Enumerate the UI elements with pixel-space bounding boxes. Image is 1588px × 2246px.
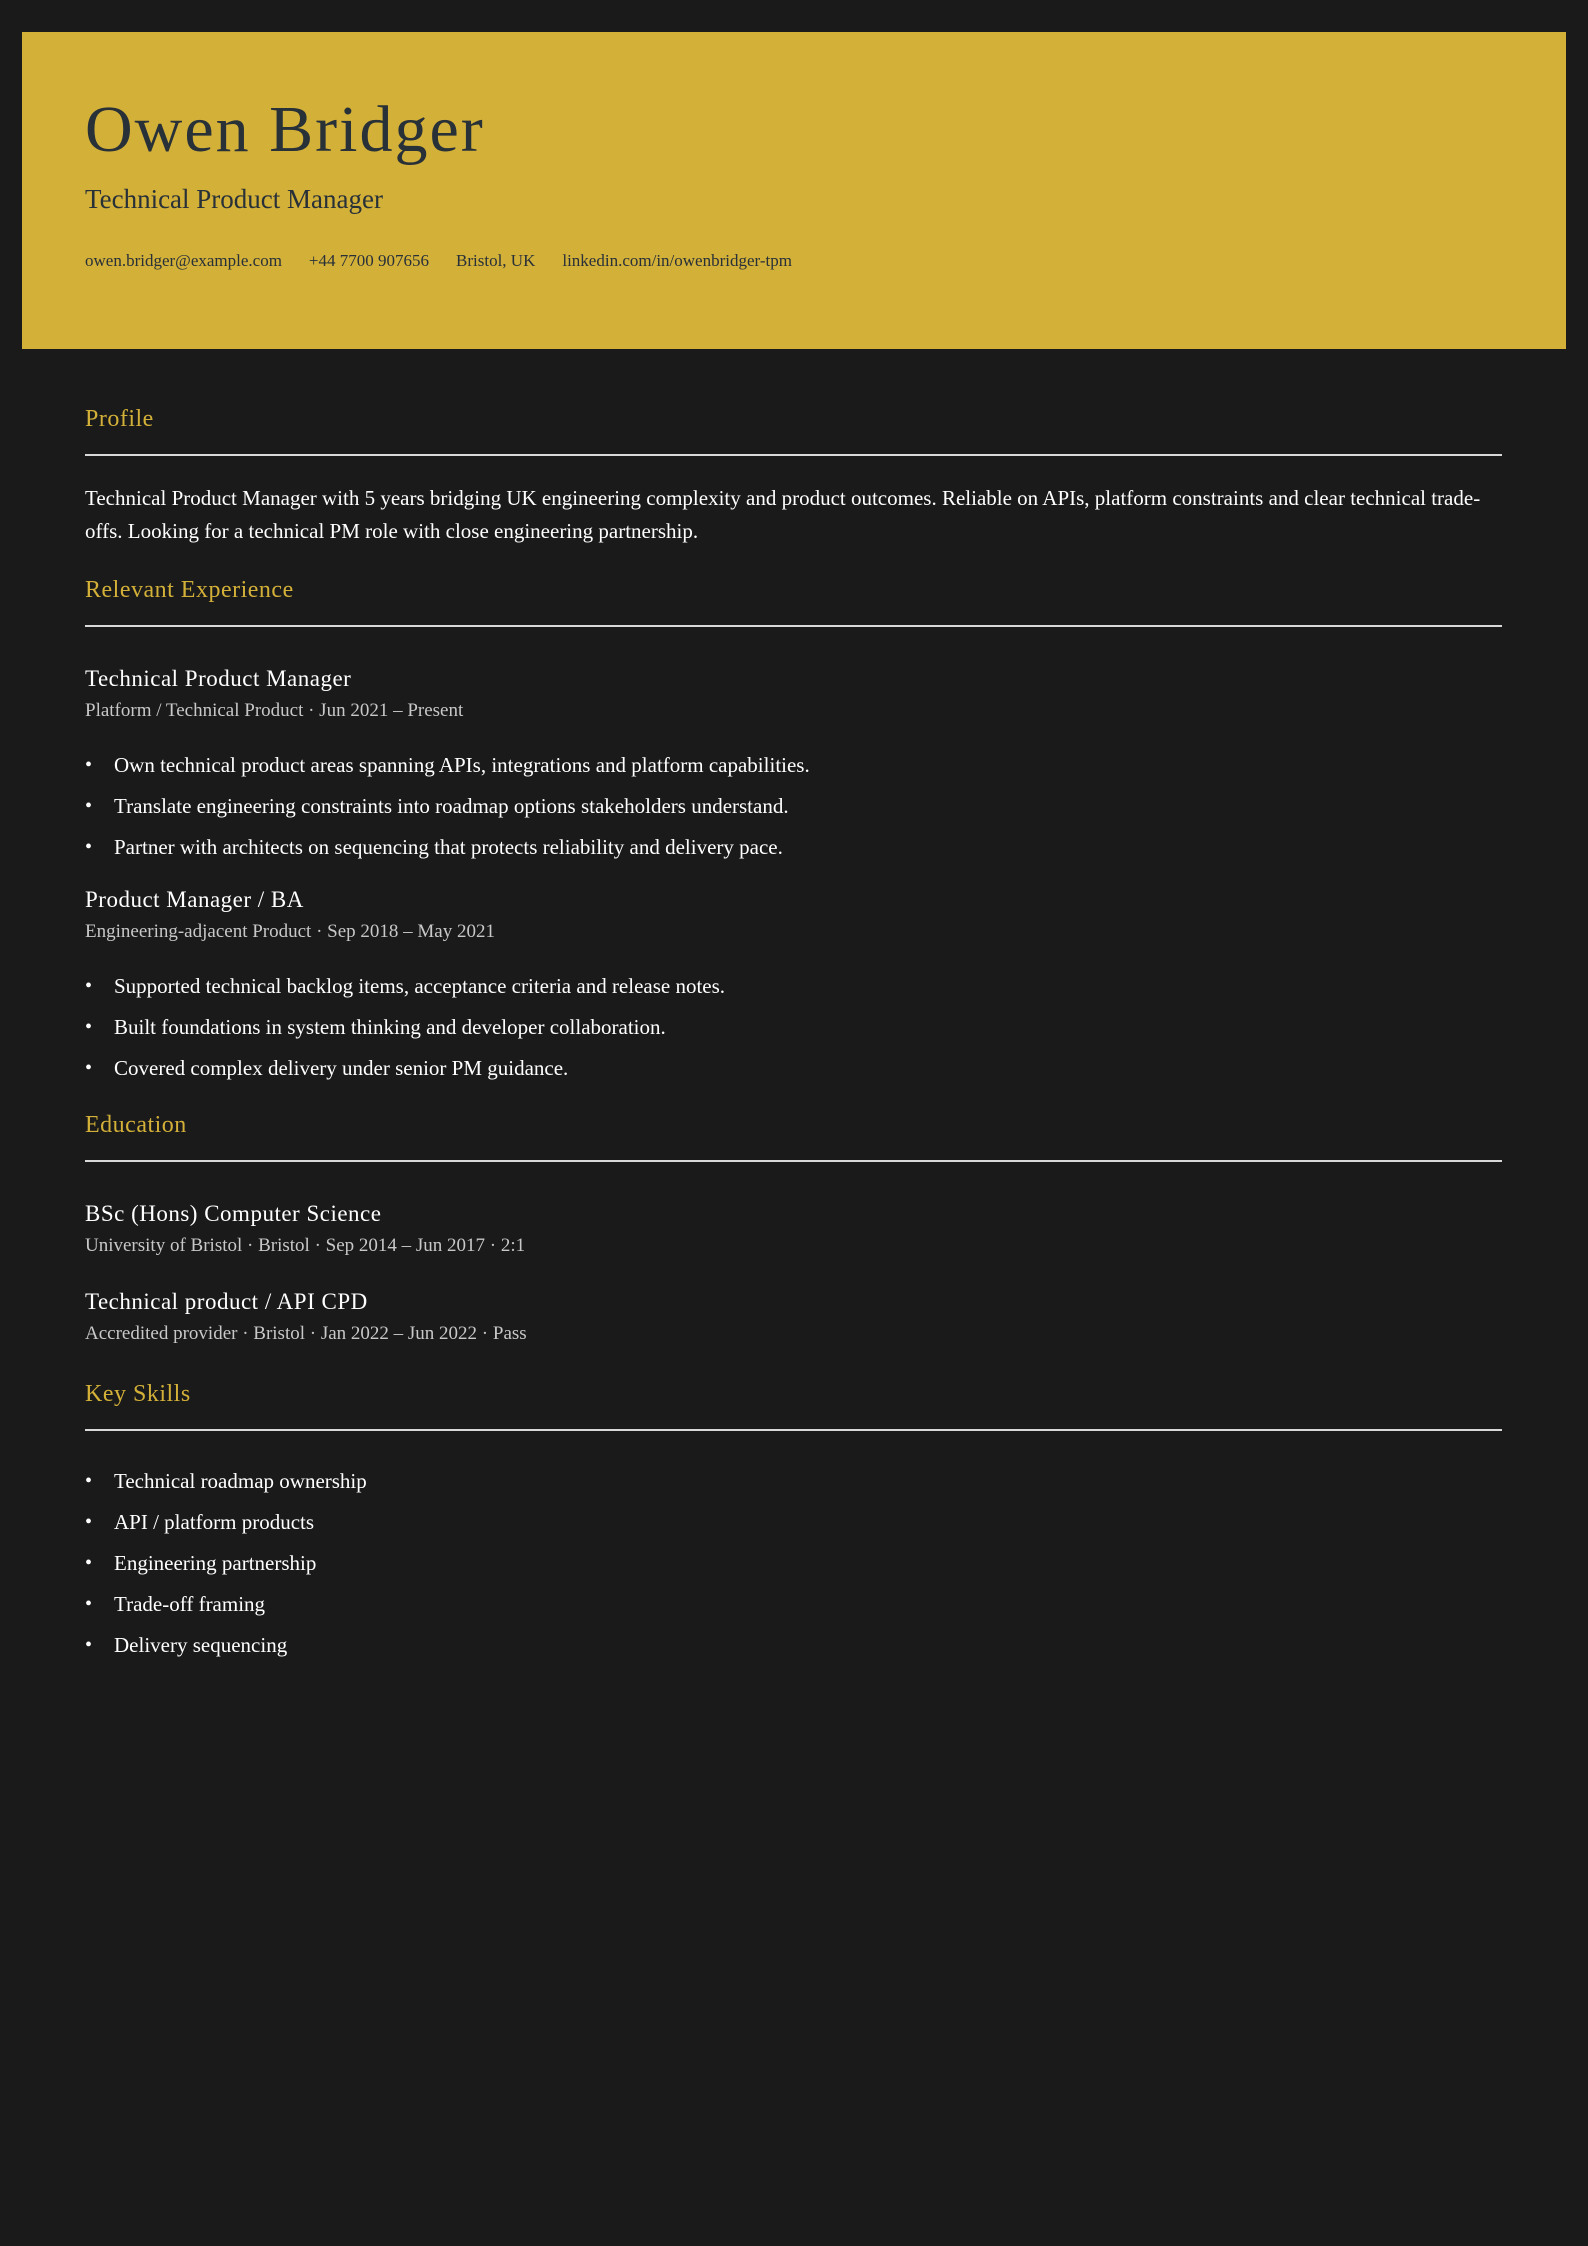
section-title-profile: Profile [85,406,154,432]
section-title-skills: Key Skills [85,1381,191,1407]
education-title: Technical product / API CPD [85,1289,368,1314]
section-divider [85,625,1502,627]
list-item: • Own technical product areas spanning APIs, integrations and platform capabilities. [85,752,810,793]
job-meta: Engineering-adjacent Product · Sep 2018 – May 2021 [85,921,495,942]
job-meta: Platform / Technical Product · Jun 2021 – Present [85,700,464,721]
education-meta: Accredited provider · Bristol · Jan 2022 – Jun 2022 · Pass [85,1323,527,1344]
list-item: • API / platform products [85,1509,367,1550]
list-item: • Engineering partnership [85,1550,367,1591]
job-title: Technical Product Manager [85,666,352,691]
contact-phone: +44 7700 907656 [308,251,430,270]
section-divider [85,1160,1502,1162]
contact-location: Bristol, UK [456,251,536,270]
job-bullets [85,752,810,875]
education-meta: University of Bristol · Bristol · Sep 2014 – Jun 2017 · 2:1 [85,1235,526,1256]
skills-list [85,1468,367,1673]
list-item: • Supported technical backlog items, acceptance criteria and release notes. [85,973,725,1014]
profile-summary: Technical Product Manager with 5 years bridging UK engineering complexity and product outcomes. Reliable on APIs, platform constraints and clear technical trade-offs. Looking for a technical PM role with close engineering partnership. [85,486,1481,543]
list-item: • Delivery sequencing [85,1632,367,1673]
list-item: • Partner with architects on sequencing that protects reliability and delivery pace. [85,834,810,875]
candidate-role: Technical Product Manager [85,184,383,214]
list-item: • Trade-off framing [85,1591,367,1632]
section-divider [85,1429,1502,1431]
list-item: • Built foundations in system thinking and developer collaboration. [85,1014,725,1055]
job-bullets [85,973,725,1096]
list-item: • Covered complex delivery under senior PM guidance. [85,1055,725,1096]
job-title: Product Manager / BA [85,887,304,912]
contact-email: owen.bridger@example.com [85,251,282,270]
resume-header [22,32,1566,349]
candidate-name: Owen Bridger [85,93,485,166]
education-title: BSc (Hons) Computer Science [85,1201,382,1226]
section-divider [85,454,1502,456]
section-title-education: Education [85,1112,187,1138]
list-item: • Translate engineering constraints into roadmap options stakeholders understand. [85,793,810,834]
list-item: • Technical roadmap ownership [85,1468,367,1509]
contact-line [85,251,792,271]
contact-linkedin: linkedin.com/in/owenbridger-tpm [562,251,792,270]
section-title-experience: Relevant Experience [85,577,294,603]
